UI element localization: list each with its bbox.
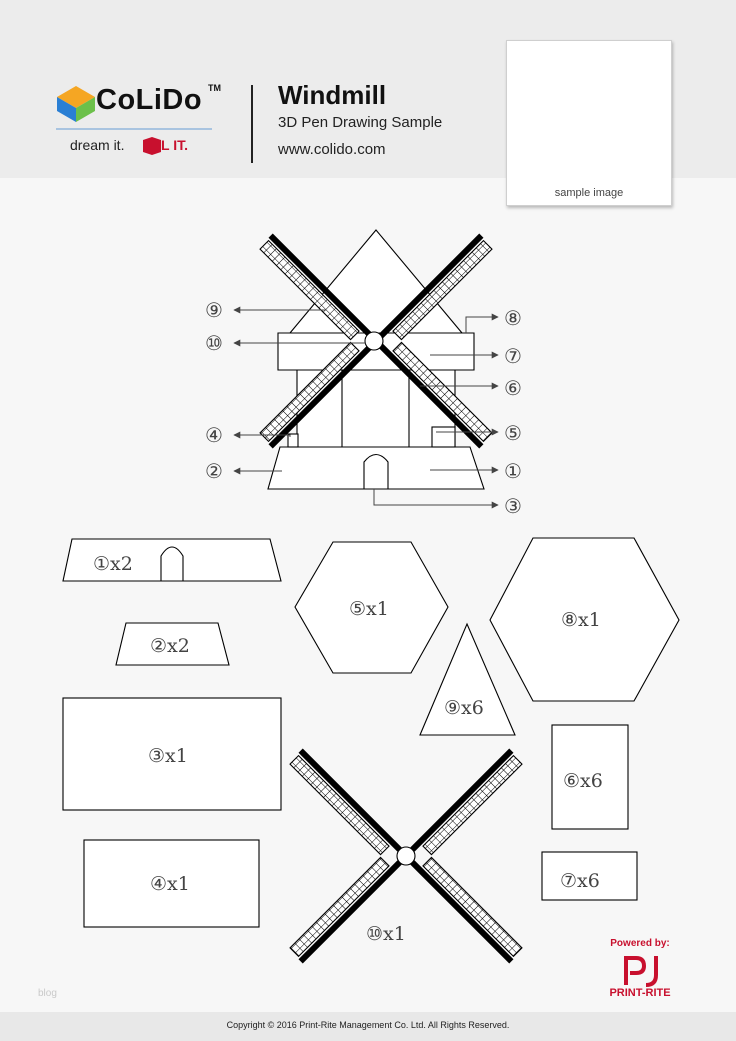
piece-2-label: ②x2 — [150, 635, 190, 657]
colido-logo-icon — [57, 86, 95, 122]
tagline-prefix: dream it. — [70, 137, 129, 153]
callout-2: ② — [205, 459, 223, 483]
callout-8: ⑧ — [504, 306, 522, 330]
print-rite-logo-icon — [626, 956, 656, 985]
piece-5-label: ⑤x1 — [349, 598, 389, 620]
sample-image-caption: sample image — [554, 187, 624, 199]
callout-9: ⑨ — [205, 298, 223, 322]
piece-3-label: ③x1 — [148, 745, 188, 767]
watermark-text: blog — [38, 988, 57, 999]
sample-image-frame — [506, 40, 672, 206]
callout-5: ⑤ — [504, 421, 522, 445]
tagline-suffix: EEL IT. — [142, 137, 189, 153]
callout-1: ① — [504, 459, 522, 483]
tagline — [70, 137, 188, 153]
piece-8-label: ⑧x1 — [561, 609, 601, 631]
print-rite-name: PRINT-RITE — [609, 987, 671, 999]
piece-9-label: ⑨x6 — [444, 697, 484, 719]
callout-6: ⑥ — [504, 376, 522, 400]
callout-4: ④ — [205, 423, 223, 447]
header-divider — [251, 85, 253, 163]
piece-6-label: ⑥x6 — [563, 770, 603, 792]
colido-logo-text: CoLiDo — [96, 84, 203, 116]
logo-divider — [56, 128, 212, 130]
page-title: Windmill — [278, 80, 387, 110]
piece-10-label: ⑩x1 — [366, 923, 406, 945]
copyright-text: Copyright © 2016 Print-Rite Management Co. Ltd. All Rights Reserved. — [226, 1020, 510, 1030]
callout-7: ⑦ — [504, 344, 522, 368]
powered-by-label: Powered by: — [610, 938, 670, 949]
callout-10: ⑩ — [205, 331, 223, 355]
page-subtitle: 3D Pen Drawing Sample — [278, 114, 443, 131]
trademark-mark: TM — [208, 83, 221, 93]
piece-7-label: ⑦x6 — [560, 870, 600, 892]
piece-1-label: ①x2 — [93, 553, 133, 575]
callout-3: ③ — [504, 494, 522, 518]
piece-4-label: ④x1 — [150, 873, 190, 895]
website-link[interactable]: www.colido.com — [278, 141, 386, 158]
